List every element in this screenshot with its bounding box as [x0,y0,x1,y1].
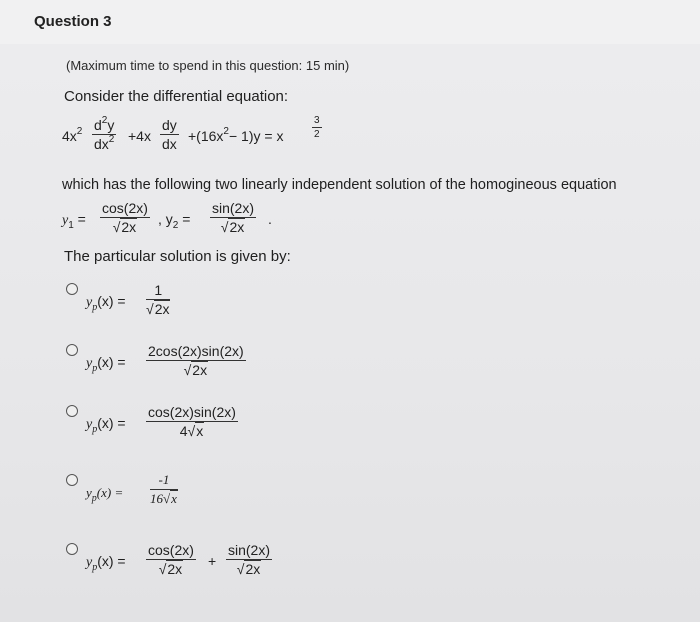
y1-num: cos(2x) [102,200,148,216]
eq-rest2-text: − 1)y = x [228,128,284,144]
option-3-den-pre: 4 [179,423,188,439]
option-4-arg: (x) = [96,485,124,500]
eq-rhs-den: 2 [314,129,320,140]
y2-eq: = [182,211,191,227]
option-4-num: -1 [150,472,178,490]
option-2-arg: (x) = [97,354,126,370]
eq-dx: dx [94,136,109,152]
y2-den: 2x [229,219,245,235]
option-5-den-a: 2x [167,561,183,577]
y2-fraction: $\frac{\sin(2x)}{√2x}$ [212,200,255,235]
y1-sub: 1 [68,220,74,231]
eq-y: y [107,117,115,133]
option-2-fraction: $\frac{2\cos(2x)\sin(2x)}{√2x}$ [148,343,244,378]
eq-dx-exp: 2 [108,134,115,145]
eq-dy: dy [162,117,177,133]
option-5-plus: + [208,553,217,569]
eq-coef-text: 4x [62,128,77,144]
option-3-num: cos(2x)sin(2x) [148,404,236,420]
eq-dy-dx [160,117,179,152]
option-5-radio[interactable] [66,543,78,555]
option-1-num: 1 [146,282,170,300]
option-2-y: y [86,356,93,371]
y2-label [158,211,191,231]
y2-symbol: , y [158,211,173,227]
y2-num: sin(2x) [212,200,255,216]
option-1-lhs [86,293,126,311]
eq-coef-exp: 2 [76,126,83,137]
option-4-y: y [86,485,92,500]
option-5-fraction-b: $\frac{\sin(2x)}{√2x}$ [228,542,271,577]
eq-rhs-exponent [312,115,322,140]
question-header [0,0,700,45]
option-1-arg: (x) = [97,293,126,309]
eq-dx2: dx [162,136,177,152]
time-note: (Maximum time to spend in this question: 15 min) [66,58,350,73]
option-5-den-b: 2x [245,561,261,577]
option-4-den: x [171,491,177,506]
y1-symbol: y [62,213,69,228]
option-3-y: y [86,417,93,432]
option-5-num-b: sin(2x) [228,542,271,558]
eq-rest-text: +(16x [188,128,224,144]
option-5-sub: p [92,562,98,573]
option-2-num: 2cos(2x)sin(2x) [148,343,244,359]
eq-plus4x: +4x [128,128,151,144]
option-5-arg: (x) = [97,553,126,569]
y2-sub: 2 [172,220,179,231]
option-3-den: x [196,423,204,439]
option-4-den-pre: 16 [150,491,163,506]
option-1-radio[interactable] [66,283,78,295]
option-2-lhs [86,354,126,372]
option-3-lhs [86,415,126,433]
y1-label [62,211,86,229]
particular-text: The particular solution is given by: [64,248,291,265]
option-4-sub: p [91,493,97,504]
option-2-sub: p [92,363,98,374]
eq-rhs-num: 3 [314,115,320,126]
option-1-sub: p [92,302,98,313]
y1-eq: = [77,211,86,227]
option-2-radio[interactable] [66,344,78,356]
option-3-arg: (x) = [97,415,126,431]
eq-rest-exp: 2 [223,126,229,137]
question-title: Question 3 [34,13,112,30]
option-1-y: y [86,295,93,310]
option-4-radio[interactable] [66,474,78,486]
eq-d: d [94,117,102,133]
option-5-num-a: cos(2x) [148,542,194,558]
option-3-sub: p [92,424,98,435]
y1-fraction: $\frac{\cos(2x)}{√2x}$ [102,200,148,235]
homogeneous-text: which has the following two linearly independent solution of the homogineous equation [62,177,617,193]
option-3-fraction: $\frac{\cos(2x)\sin(2x)}{4√x}$ [148,404,236,439]
eq-d-exp: 2 [101,115,108,126]
option-1-den: 2x [154,301,170,317]
option-4-lhs [86,485,124,504]
option-2-den: 2x [192,362,208,378]
eq-coef [62,128,82,144]
option-1-fraction: $\frac{1}{√2x}$ [146,282,170,317]
intro-text: Consider the differential equation: [64,88,289,105]
option-5-y: y [86,555,93,570]
eq-rest [188,128,283,144]
option-3-radio[interactable] [66,405,78,417]
eq-d2y-dx2 [92,117,116,152]
option-5-fraction-a: $\frac{\cos(2x)}{√2x}$ [148,542,194,577]
period: . [268,211,272,227]
y1-den: 2x [121,219,137,235]
option-4-fraction: $\frac{-1}{16√x}$ [150,472,177,506]
option-5-lhs [86,553,126,571]
